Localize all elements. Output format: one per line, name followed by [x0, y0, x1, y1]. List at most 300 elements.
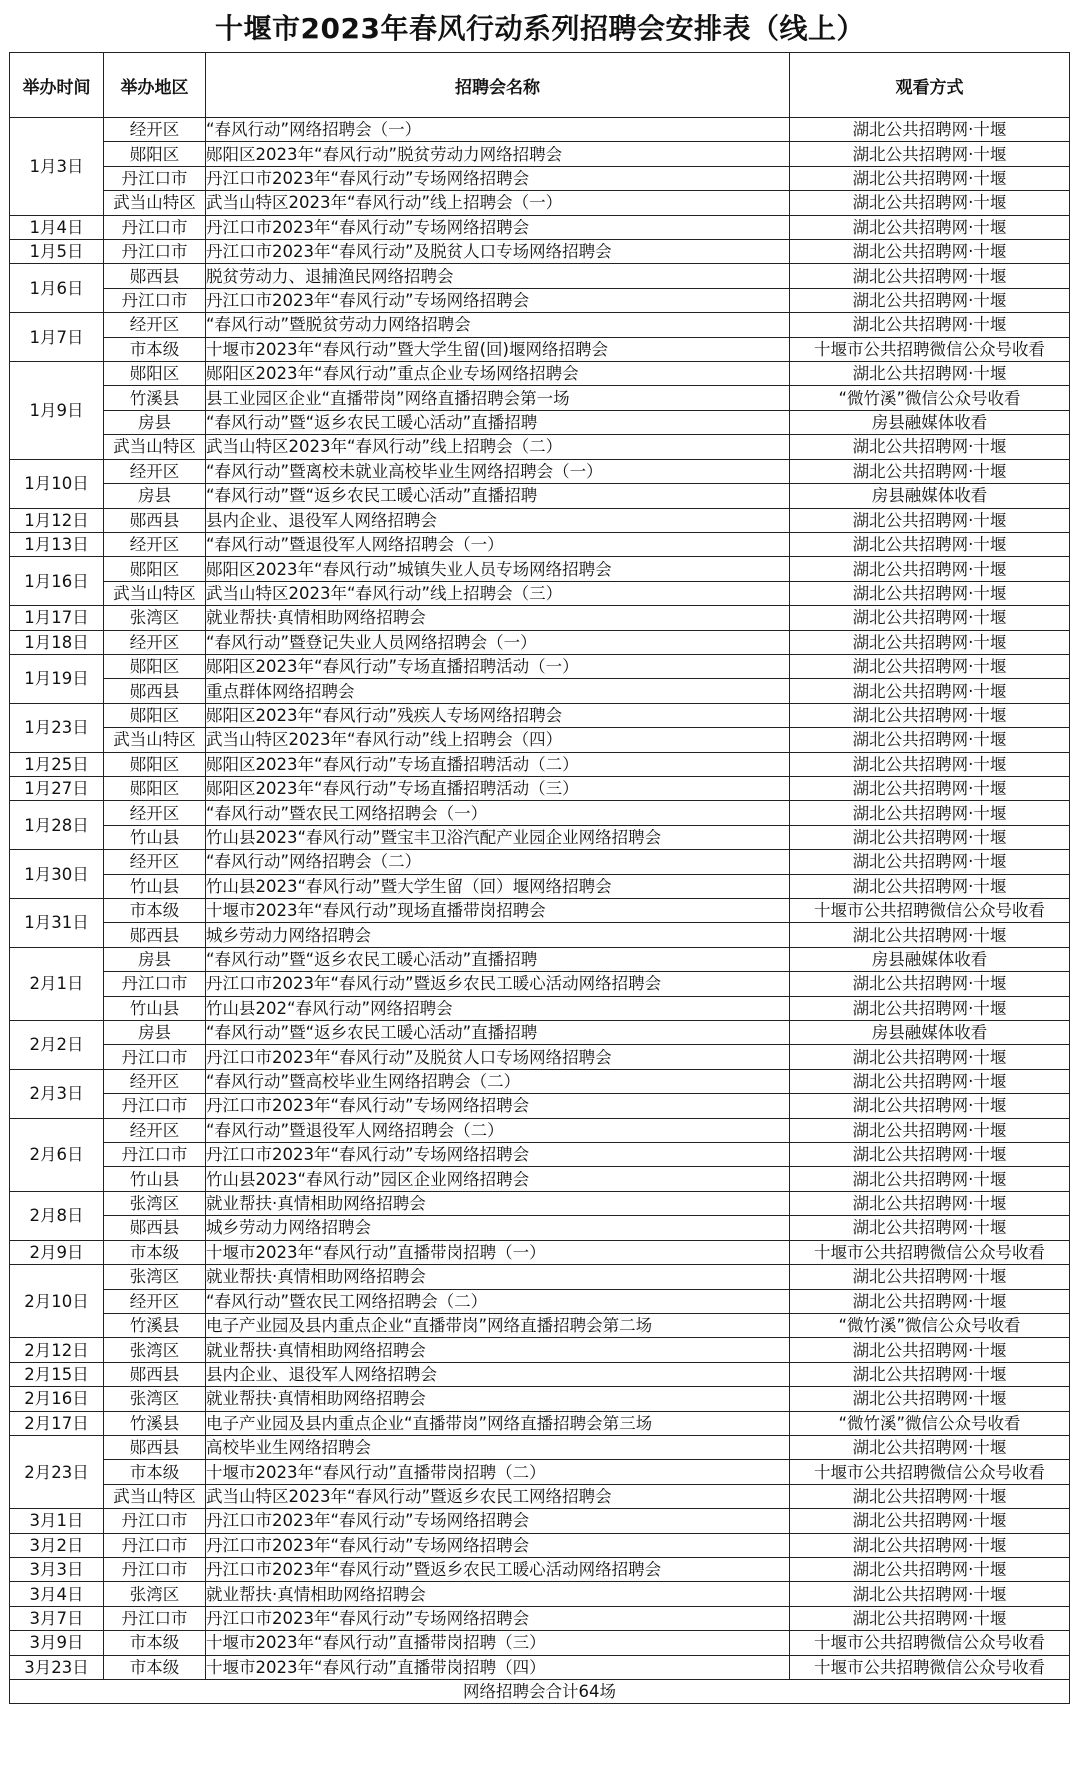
cell-district: 郧阳区	[104, 557, 206, 581]
cell-district: 郧阳区	[104, 654, 206, 678]
cell-district: 郧西县	[104, 508, 206, 532]
cell-district: 经开区	[104, 118, 206, 142]
cell-district: 丹江口市	[104, 1094, 206, 1118]
cell-district: 张湾区	[104, 1265, 206, 1289]
header-viewing-method: 观看方式	[790, 53, 1070, 118]
cell-date: 1月19日	[10, 654, 104, 703]
cell-fair-name: 十堰市2023年“春风行动”直播带岗招聘（三）	[206, 1631, 790, 1655]
cell-date: 1月7日	[10, 313, 104, 362]
total-row	[10, 1680, 1070, 1704]
cell-date: 1月9日	[10, 362, 104, 460]
cell-viewing-method: 湖北公共招聘网·十堰	[790, 874, 1070, 898]
cell-district: 房县	[104, 484, 206, 508]
cell-fair-name: 武当山特区2023年“春风行动”线上招聘会（四）	[206, 728, 790, 752]
cell-date: 1月13日	[10, 532, 104, 556]
header-date: 举办时间	[10, 53, 104, 118]
cell-district: 郧阳区	[104, 362, 206, 386]
cell-date: 3月3日	[10, 1557, 104, 1581]
cell-viewing-method: 湖北公共招聘网·十堰	[790, 215, 1070, 239]
table-row	[10, 801, 1070, 825]
cell-fair-name: 丹江口市2023年“春风行动”及脱贫人口专场网络招聘会	[206, 240, 790, 264]
table-row	[10, 1533, 1070, 1557]
cell-fair-name: 武当山特区2023年“春风行动”线上招聘会（三）	[206, 581, 790, 605]
cell-district: 市本级	[104, 1240, 206, 1264]
cell-viewing-method: 十堰市公共招聘微信公众号收看	[790, 899, 1070, 923]
cell-fair-name: 县内企业、退役军人网络招聘会	[206, 1362, 790, 1386]
schedule-table	[9, 52, 1070, 1704]
cell-viewing-method: 湖北公共招聘网·十堰	[790, 679, 1070, 703]
table-header	[10, 53, 1070, 118]
cell-date: 1月17日	[10, 606, 104, 630]
cell-district: 丹江口市	[104, 1533, 206, 1557]
cell-district: 郧西县	[104, 1435, 206, 1459]
cell-district: 市本级	[104, 1460, 206, 1484]
cell-fair-name: “春风行动”暨“返乡农民工暖心活动”直播招聘	[206, 947, 790, 971]
cell-fair-name: 竹山县202“春风行动”网络招聘会	[206, 996, 790, 1020]
cell-viewing-method: 湖北公共招聘网·十堰	[790, 118, 1070, 142]
table-row	[10, 972, 1070, 996]
cell-district: 竹溪县	[104, 386, 206, 410]
cell-date: 2月8日	[10, 1191, 104, 1240]
table-row	[10, 850, 1070, 874]
cell-date: 1月31日	[10, 899, 104, 948]
cell-fair-name: 十堰市2023年“春风行动”直播带岗招聘（一）	[206, 1240, 790, 1264]
cell-fair-name: 郧阳区2023年“春风行动”专场直播招聘活动（二）	[206, 752, 790, 776]
cell-district: 经开区	[104, 850, 206, 874]
cell-district: 郧西县	[104, 923, 206, 947]
table-row	[10, 1411, 1070, 1435]
cell-viewing-method: 湖北公共招聘网·十堰	[790, 776, 1070, 800]
cell-date: 2月12日	[10, 1338, 104, 1362]
cell-district: 武当山特区	[104, 435, 206, 459]
cell-district: 房县	[104, 410, 206, 434]
table-row	[10, 752, 1070, 776]
cell-fair-name: “春风行动”暨脱贫劳动力网络招聘会	[206, 313, 790, 337]
cell-district: 经开区	[104, 1118, 206, 1142]
cell-date: 1月3日	[10, 118, 104, 216]
total-count: 网络招聘会合计64场	[10, 1680, 1070, 1704]
table-row	[10, 1484, 1070, 1508]
cell-date: 2月10日	[10, 1265, 104, 1338]
cell-viewing-method: 湖北公共招聘网·十堰	[790, 1606, 1070, 1630]
cell-viewing-method: 湖北公共招聘网·十堰	[790, 825, 1070, 849]
cell-fair-name: 高校毕业生网络招聘会	[206, 1435, 790, 1459]
cell-district: 郧阳区	[104, 776, 206, 800]
cell-fair-name: “春风行动”暨农民工网络招聘会（二）	[206, 1289, 790, 1313]
cell-district: 武当山特区	[104, 1484, 206, 1508]
cell-fair-name: 丹江口市2023年“春风行动”专场网络招聘会	[206, 215, 790, 239]
cell-district: 经开区	[104, 1069, 206, 1093]
cell-district: 房县	[104, 947, 206, 971]
cell-district: 经开区	[104, 630, 206, 654]
cell-viewing-method: 湖北公共招聘网·十堰	[790, 459, 1070, 483]
cell-viewing-method: 湖北公共招聘网·十堰	[790, 581, 1070, 605]
cell-viewing-method: 湖北公共招聘网·十堰	[790, 1216, 1070, 1240]
cell-viewing-method: 湖北公共招聘网·十堰	[790, 1387, 1070, 1411]
cell-viewing-method: 湖北公共招聘网·十堰	[790, 1509, 1070, 1533]
cell-fair-name: 竹山县2023“春风行动”暨大学生留（回）堰网络招聘会	[206, 874, 790, 898]
table-row	[10, 191, 1070, 215]
table-row	[10, 557, 1070, 581]
cell-district: 张湾区	[104, 606, 206, 630]
table-row	[10, 508, 1070, 532]
table-row	[10, 606, 1070, 630]
cell-district: 郧西县	[104, 1216, 206, 1240]
table-row	[10, 581, 1070, 605]
cell-fair-name: 重点群体网络招聘会	[206, 679, 790, 703]
cell-date: 1月28日	[10, 801, 104, 850]
cell-fair-name: 丹江口市2023年“春风行动”专场网络招聘会	[206, 1533, 790, 1557]
table-row	[10, 1094, 1070, 1118]
cell-viewing-method: 湖北公共招聘网·十堰	[790, 435, 1070, 459]
cell-fair-name: 郧阳区2023年“春风行动”城镇失业人员专场网络招聘会	[206, 557, 790, 581]
table-row	[10, 1240, 1070, 1264]
cell-fair-name: 丹江口市2023年“春风行动”专场网络招聘会	[206, 1143, 790, 1167]
cell-viewing-method: 湖北公共招聘网·十堰	[790, 1265, 1070, 1289]
cell-fair-name: 丹江口市2023年“春风行动”专场网络招聘会	[206, 166, 790, 190]
cell-viewing-method: 房县融媒体收看	[790, 484, 1070, 508]
cell-fair-name: 丹江口市2023年“春风行动”暨返乡农民工暖心活动网络招聘会	[206, 972, 790, 996]
cell-district: 市本级	[104, 337, 206, 361]
cell-fair-name: 丹江口市2023年“春风行动”及脱贫人口专场网络招聘会	[206, 1045, 790, 1069]
cell-viewing-method: 十堰市公共招聘微信公众号收看	[790, 1240, 1070, 1264]
cell-date: 2月6日	[10, 1118, 104, 1191]
cell-district: 张湾区	[104, 1338, 206, 1362]
cell-district: 武当山特区	[104, 191, 206, 215]
cell-date: 3月4日	[10, 1582, 104, 1606]
cell-viewing-method: 湖北公共招聘网·十堰	[790, 264, 1070, 288]
cell-fair-name: 丹江口市2023年“春风行动”专场网络招聘会	[206, 1606, 790, 1630]
cell-date: 1月5日	[10, 240, 104, 264]
cell-district: 郧西县	[104, 1362, 206, 1386]
cell-date: 1月27日	[10, 776, 104, 800]
table-row	[10, 362, 1070, 386]
cell-viewing-method: 十堰市公共招聘微信公众号收看	[790, 1655, 1070, 1679]
cell-viewing-method: 湖北公共招聘网·十堰	[790, 1069, 1070, 1093]
cell-district: 丹江口市	[104, 972, 206, 996]
cell-district: 张湾区	[104, 1387, 206, 1411]
cell-date: 2月23日	[10, 1435, 104, 1508]
table-row	[10, 703, 1070, 727]
table-row	[10, 1167, 1070, 1191]
cell-date: 2月17日	[10, 1411, 104, 1435]
cell-fair-name: “春风行动”暨离校未就业高校毕业生网络招聘会（一）	[206, 459, 790, 483]
cell-viewing-method: “微竹溪”微信公众号收看	[790, 1411, 1070, 1435]
cell-viewing-method: 湖北公共招聘网·十堰	[790, 1533, 1070, 1557]
cell-viewing-method: 湖北公共招聘网·十堰	[790, 996, 1070, 1020]
cell-district: 竹山县	[104, 825, 206, 849]
cell-fair-name: “春风行动”暨退役军人网络招聘会（二）	[206, 1118, 790, 1142]
cell-date: 2月1日	[10, 947, 104, 1020]
table-row	[10, 1338, 1070, 1362]
cell-viewing-method: 湖北公共招聘网·十堰	[790, 1094, 1070, 1118]
table-row	[10, 484, 1070, 508]
cell-viewing-method: 湖北公共招聘网·十堰	[790, 630, 1070, 654]
cell-district: 郧阳区	[104, 703, 206, 727]
cell-date: 2月16日	[10, 1387, 104, 1411]
cell-viewing-method: 十堰市公共招聘微信公众号收看	[790, 1631, 1070, 1655]
cell-date: 2月2日	[10, 1021, 104, 1070]
table-row	[10, 825, 1070, 849]
cell-viewing-method: 湖北公共招聘网·十堰	[790, 191, 1070, 215]
table-row	[10, 1362, 1070, 1386]
table-row	[10, 459, 1070, 483]
table-row	[10, 1582, 1070, 1606]
cell-fair-name: 十堰市2023年“春风行动”暨大学生留(回)堰网络招聘会	[206, 337, 790, 361]
cell-date: 2月3日	[10, 1069, 104, 1118]
cell-district: 市本级	[104, 1631, 206, 1655]
cell-viewing-method: 湖北公共招聘网·十堰	[790, 972, 1070, 996]
table-row	[10, 313, 1070, 337]
cell-viewing-method: 湖北公共招聘网·十堰	[790, 1435, 1070, 1459]
cell-date: 3月1日	[10, 1509, 104, 1533]
cell-district: 竹溪县	[104, 1411, 206, 1435]
cell-district: 郧阳区	[104, 142, 206, 166]
table-row	[10, 386, 1070, 410]
cell-district: 经开区	[104, 459, 206, 483]
cell-fair-name: 县内企业、退役军人网络招聘会	[206, 508, 790, 532]
header-district: 举办地区	[104, 53, 206, 118]
cell-viewing-method: 十堰市公共招聘微信公众号收看	[790, 1460, 1070, 1484]
cell-date: 1月18日	[10, 630, 104, 654]
table-row	[10, 630, 1070, 654]
cell-fair-name: 郧阳区2023年“春风行动”重点企业专场网络招聘会	[206, 362, 790, 386]
table-row	[10, 118, 1070, 142]
cell-district: 丹江口市	[104, 1509, 206, 1533]
cell-viewing-method: 湖北公共招聘网·十堰	[790, 1338, 1070, 1362]
cell-viewing-method: 湖北公共招聘网·十堰	[790, 166, 1070, 190]
table-row	[10, 1265, 1070, 1289]
cell-viewing-method: 湖北公共招聘网·十堰	[790, 1582, 1070, 1606]
cell-viewing-method: 湖北公共招聘网·十堰	[790, 1362, 1070, 1386]
table-row	[10, 1045, 1070, 1069]
table-body	[10, 118, 1070, 1680]
cell-viewing-method: 湖北公共招聘网·十堰	[790, 240, 1070, 264]
cell-district: 丹江口市	[104, 1606, 206, 1630]
table-row	[10, 435, 1070, 459]
cell-fair-name: 郧阳区2023年“春风行动”残疾人专场网络招聘会	[206, 703, 790, 727]
table-row	[10, 142, 1070, 166]
cell-fair-name: 就业帮扶·真情相助网络招聘会	[206, 1387, 790, 1411]
cell-viewing-method: 房县融媒体收看	[790, 1021, 1070, 1045]
cell-date: 1月30日	[10, 850, 104, 899]
table-row	[10, 728, 1070, 752]
cell-viewing-method: 湖北公共招聘网·十堰	[790, 1167, 1070, 1191]
table-row	[10, 899, 1070, 923]
cell-district: 经开区	[104, 532, 206, 556]
cell-fair-name: “春风行动”网络招聘会（一）	[206, 118, 790, 142]
header-row	[10, 53, 1070, 118]
cell-district: 房县	[104, 1021, 206, 1045]
table-row	[10, 1509, 1070, 1533]
cell-viewing-method: 房县融媒体收看	[790, 947, 1070, 971]
cell-viewing-method: 湖北公共招聘网·十堰	[790, 142, 1070, 166]
cell-district: 竹溪县	[104, 1313, 206, 1337]
cell-viewing-method: 湖北公共招聘网·十堰	[790, 1557, 1070, 1581]
cell-fair-name: 丹江口市2023年“春风行动”暨返乡农民工暖心活动网络招聘会	[206, 1557, 790, 1581]
cell-fair-name: 丹江口市2023年“春风行动”专场网络招聘会	[206, 1094, 790, 1118]
table-row	[10, 1216, 1070, 1240]
cell-district: 竹山县	[104, 874, 206, 898]
cell-fair-name: “春风行动”暨高校毕业生网络招聘会（二）	[206, 1069, 790, 1093]
cell-viewing-method: 湖北公共招聘网·十堰	[790, 1143, 1070, 1167]
cell-date: 1月10日	[10, 459, 104, 508]
cell-date: 1月23日	[10, 703, 104, 752]
cell-fair-name: “春风行动”暨登记失业人员网络招聘会（一）	[206, 630, 790, 654]
table-row	[10, 264, 1070, 288]
cell-district: 丹江口市	[104, 215, 206, 239]
cell-date: 3月9日	[10, 1631, 104, 1655]
table-row	[10, 215, 1070, 239]
cell-fair-name: 就业帮扶·真情相助网络招聘会	[206, 1338, 790, 1362]
cell-fair-name: 脱贫劳动力、退捕渔民网络招聘会	[206, 264, 790, 288]
cell-date: 1月6日	[10, 264, 104, 313]
table-row	[10, 1313, 1070, 1337]
table-row	[10, 923, 1070, 947]
cell-viewing-method: 湖北公共招聘网·十堰	[790, 752, 1070, 776]
cell-fair-name: 十堰市2023年“春风行动”直播带岗招聘（二）	[206, 1460, 790, 1484]
cell-viewing-method: 湖北公共招聘网·十堰	[790, 1289, 1070, 1313]
table-row	[10, 337, 1070, 361]
cell-district: 郧西县	[104, 264, 206, 288]
table-row	[10, 1191, 1070, 1215]
cell-viewing-method: 房县融媒体收看	[790, 410, 1070, 434]
cell-viewing-method: 十堰市公共招聘微信公众号收看	[790, 337, 1070, 361]
cell-fair-name: 丹江口市2023年“春风行动”专场网络招聘会	[206, 1509, 790, 1533]
cell-viewing-method: “微竹溪”微信公众号收看	[790, 386, 1070, 410]
cell-fair-name: 十堰市2023年“春风行动”现场直播带岗招聘会	[206, 899, 790, 923]
cell-fair-name: “春风行动”暨“返乡农民工暖心活动”直播招聘	[206, 410, 790, 434]
cell-district: 丹江口市	[104, 240, 206, 264]
cell-viewing-method: 湖北公共招聘网·十堰	[790, 557, 1070, 581]
cell-district: 武当山特区	[104, 581, 206, 605]
cell-district: 竹山县	[104, 996, 206, 1020]
cell-district: 丹江口市	[104, 166, 206, 190]
cell-district: 武当山特区	[104, 728, 206, 752]
table-row	[10, 654, 1070, 678]
table-row	[10, 1069, 1070, 1093]
table-row	[10, 1021, 1070, 1045]
cell-viewing-method: “微竹溪”微信公众号收看	[790, 1313, 1070, 1337]
cell-district: 郧西县	[104, 679, 206, 703]
cell-district: 张湾区	[104, 1191, 206, 1215]
cell-district: 张湾区	[104, 1582, 206, 1606]
cell-date: 1月25日	[10, 752, 104, 776]
cell-district: 丹江口市	[104, 1143, 206, 1167]
table-row	[10, 1606, 1070, 1630]
cell-district: 丹江口市	[104, 1045, 206, 1069]
cell-fair-name: 十堰市2023年“春风行动”直播带岗招聘（四）	[206, 1655, 790, 1679]
table-row	[10, 1143, 1070, 1167]
cell-fair-name: 就业帮扶·真情相助网络招聘会	[206, 1265, 790, 1289]
table-row	[10, 288, 1070, 312]
cell-district: 市本级	[104, 899, 206, 923]
cell-fair-name: 丹江口市2023年“春风行动”专场网络招聘会	[206, 288, 790, 312]
cell-fair-name: 县工业园区企业“直播带岗”网络直播招聘会第一场	[206, 386, 790, 410]
table-row	[10, 947, 1070, 971]
cell-fair-name: 就业帮扶·真情相助网络招聘会	[206, 606, 790, 630]
cell-viewing-method: 湖北公共招聘网·十堰	[790, 288, 1070, 312]
table-footer	[10, 1680, 1070, 1704]
cell-viewing-method: 湖北公共招聘网·十堰	[790, 728, 1070, 752]
cell-fair-name: 就业帮扶·真情相助网络招聘会	[206, 1582, 790, 1606]
table-row	[10, 1631, 1070, 1655]
table-row	[10, 1557, 1070, 1581]
table-row	[10, 1387, 1070, 1411]
cell-viewing-method: 湖北公共招聘网·十堰	[790, 703, 1070, 727]
cell-fair-name: 武当山特区2023年“春风行动”暨返乡农民工网络招聘会	[206, 1484, 790, 1508]
cell-date: 3月7日	[10, 1606, 104, 1630]
cell-date: 1月16日	[10, 557, 104, 606]
table-row	[10, 166, 1070, 190]
cell-fair-name: 武当山特区2023年“春风行动”线上招聘会（一）	[206, 191, 790, 215]
cell-viewing-method: 湖北公共招聘网·十堰	[790, 362, 1070, 386]
cell-fair-name: “春风行动”暨“返乡农民工暖心活动”直播招聘	[206, 484, 790, 508]
cell-fair-name: 电子产业园及县内重点企业“直播带岗”网络直播招聘会第二场	[206, 1313, 790, 1337]
cell-viewing-method: 湖北公共招聘网·十堰	[790, 801, 1070, 825]
table-row	[10, 1435, 1070, 1459]
cell-district: 市本级	[104, 1655, 206, 1679]
table-row	[10, 679, 1070, 703]
cell-district: 经开区	[104, 313, 206, 337]
table-row	[10, 1460, 1070, 1484]
table-row	[10, 240, 1070, 264]
cell-date: 2月9日	[10, 1240, 104, 1264]
cell-viewing-method: 湖北公共招聘网·十堰	[790, 1191, 1070, 1215]
table-row	[10, 410, 1070, 434]
cell-fair-name: “春风行动”暨“返乡农民工暖心活动”直播招聘	[206, 1021, 790, 1045]
cell-date: 3月23日	[10, 1655, 104, 1679]
cell-fair-name: 郧阳区2023年“春风行动”脱贫劳动力网络招聘会	[206, 142, 790, 166]
table-row	[10, 776, 1070, 800]
cell-viewing-method: 湖北公共招聘网·十堰	[790, 1045, 1070, 1069]
table-row	[10, 996, 1070, 1020]
cell-fair-name: 竹山县2023“春风行动”暨宝丰卫浴汽配产业园企业网络招聘会	[206, 825, 790, 849]
cell-fair-name: “春风行动”暨农民工网络招聘会（一）	[206, 801, 790, 825]
header-fair-name: 招聘会名称	[206, 53, 790, 118]
table-row	[10, 1655, 1070, 1679]
table-row	[10, 1289, 1070, 1313]
cell-district: 竹山县	[104, 1167, 206, 1191]
cell-fair-name: 郧阳区2023年“春风行动”专场直播招聘活动（三）	[206, 776, 790, 800]
cell-district: 经开区	[104, 1289, 206, 1313]
table-row	[10, 532, 1070, 556]
cell-fair-name: 就业帮扶·真情相助网络招聘会	[206, 1191, 790, 1215]
cell-viewing-method: 湖北公共招聘网·十堰	[790, 923, 1070, 947]
cell-date: 1月4日	[10, 215, 104, 239]
cell-viewing-method: 湖北公共招聘网·十堰	[790, 532, 1070, 556]
cell-date: 3月2日	[10, 1533, 104, 1557]
cell-viewing-method: 湖北公共招聘网·十堰	[790, 1484, 1070, 1508]
cell-fair-name: 竹山县2023“春风行动”园区企业网络招聘会	[206, 1167, 790, 1191]
cell-fair-name: 武当山特区2023年“春风行动”线上招聘会（二）	[206, 435, 790, 459]
cell-viewing-method: 湖北公共招聘网·十堰	[790, 313, 1070, 337]
cell-viewing-method: 湖北公共招聘网·十堰	[790, 654, 1070, 678]
cell-fair-name: “春风行动”网络招聘会（二）	[206, 850, 790, 874]
table-row	[10, 1118, 1070, 1142]
cell-viewing-method: 湖北公共招聘网·十堰	[790, 508, 1070, 532]
cell-district: 经开区	[104, 801, 206, 825]
cell-viewing-method: 湖北公共招聘网·十堰	[790, 606, 1070, 630]
cell-fair-name: 城乡劳动力网络招聘会	[206, 923, 790, 947]
cell-viewing-method: 湖北公共招聘网·十堰	[790, 1118, 1070, 1142]
cell-date: 1月12日	[10, 508, 104, 532]
cell-date: 2月15日	[10, 1362, 104, 1386]
cell-viewing-method: 湖北公共招聘网·十堰	[790, 850, 1070, 874]
cell-district: 丹江口市	[104, 1557, 206, 1581]
document-title: 十堰市2023年春风行动系列招聘会安排表（线上）	[215, 12, 865, 45]
cell-fair-name: 城乡劳动力网络招聘会	[206, 1216, 790, 1240]
